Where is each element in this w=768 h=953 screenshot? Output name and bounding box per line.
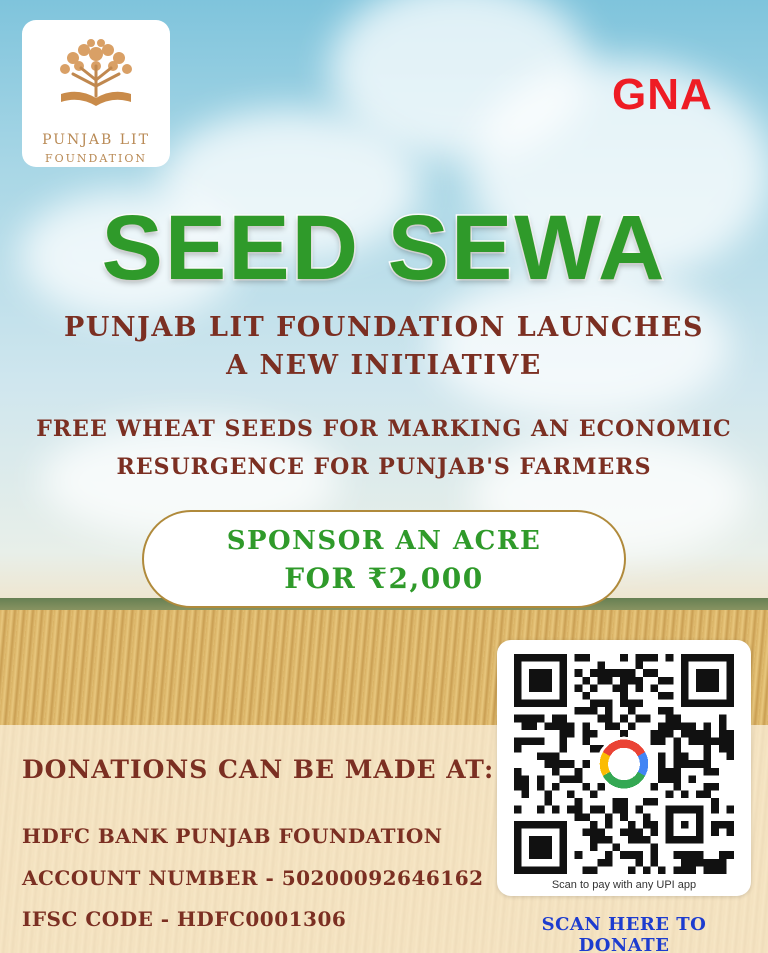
upi-qr-code[interactable] [514,654,734,874]
page-title: SEED SEWA [101,197,667,299]
ifsc-code: IFSC CODE - HDFC0001306 [22,907,347,931]
subtitle-line-2: A NEW INITIATIVE [226,350,542,381]
donation-heading: DONATIONS CAN BE MADE AT: [22,755,495,784]
qr-caption: Scan to pay with any UPI app [551,879,697,891]
scan-to-donate-label[interactable]: SCAN HERE TO DONATE [541,914,707,953]
bank-name: HDFC BANK PUNJAB FOUNDATION [22,824,443,848]
subtitle-line-1: PUNJAB LIT FOUNDATION LAUNCHES [64,312,704,343]
description-line-2: RESURGENCE FOR PUNJAB'S FARMERS [116,454,652,480]
sponsor-price: FOR ₹2,000 [284,562,484,595]
description-line-1: FREE WHEAT SEEDS FOR MARKING AN ECONOMIC [36,416,732,442]
gna-logo: GNA [612,70,713,119]
sponsor-line-1: SPONSOR AN ACRE [226,526,542,556]
logo-line-1: PUNJAB LIT [42,132,150,148]
account-number: ACCOUNT NUMBER - 50200092646162 [22,866,484,890]
sponsor-badge [142,510,626,608]
logo-line-2: FOUNDATION [44,152,148,165]
punjab-lit-foundation-logo [22,20,170,167]
qr-card[interactable] [497,640,751,896]
tree-book-icon [51,36,141,114]
